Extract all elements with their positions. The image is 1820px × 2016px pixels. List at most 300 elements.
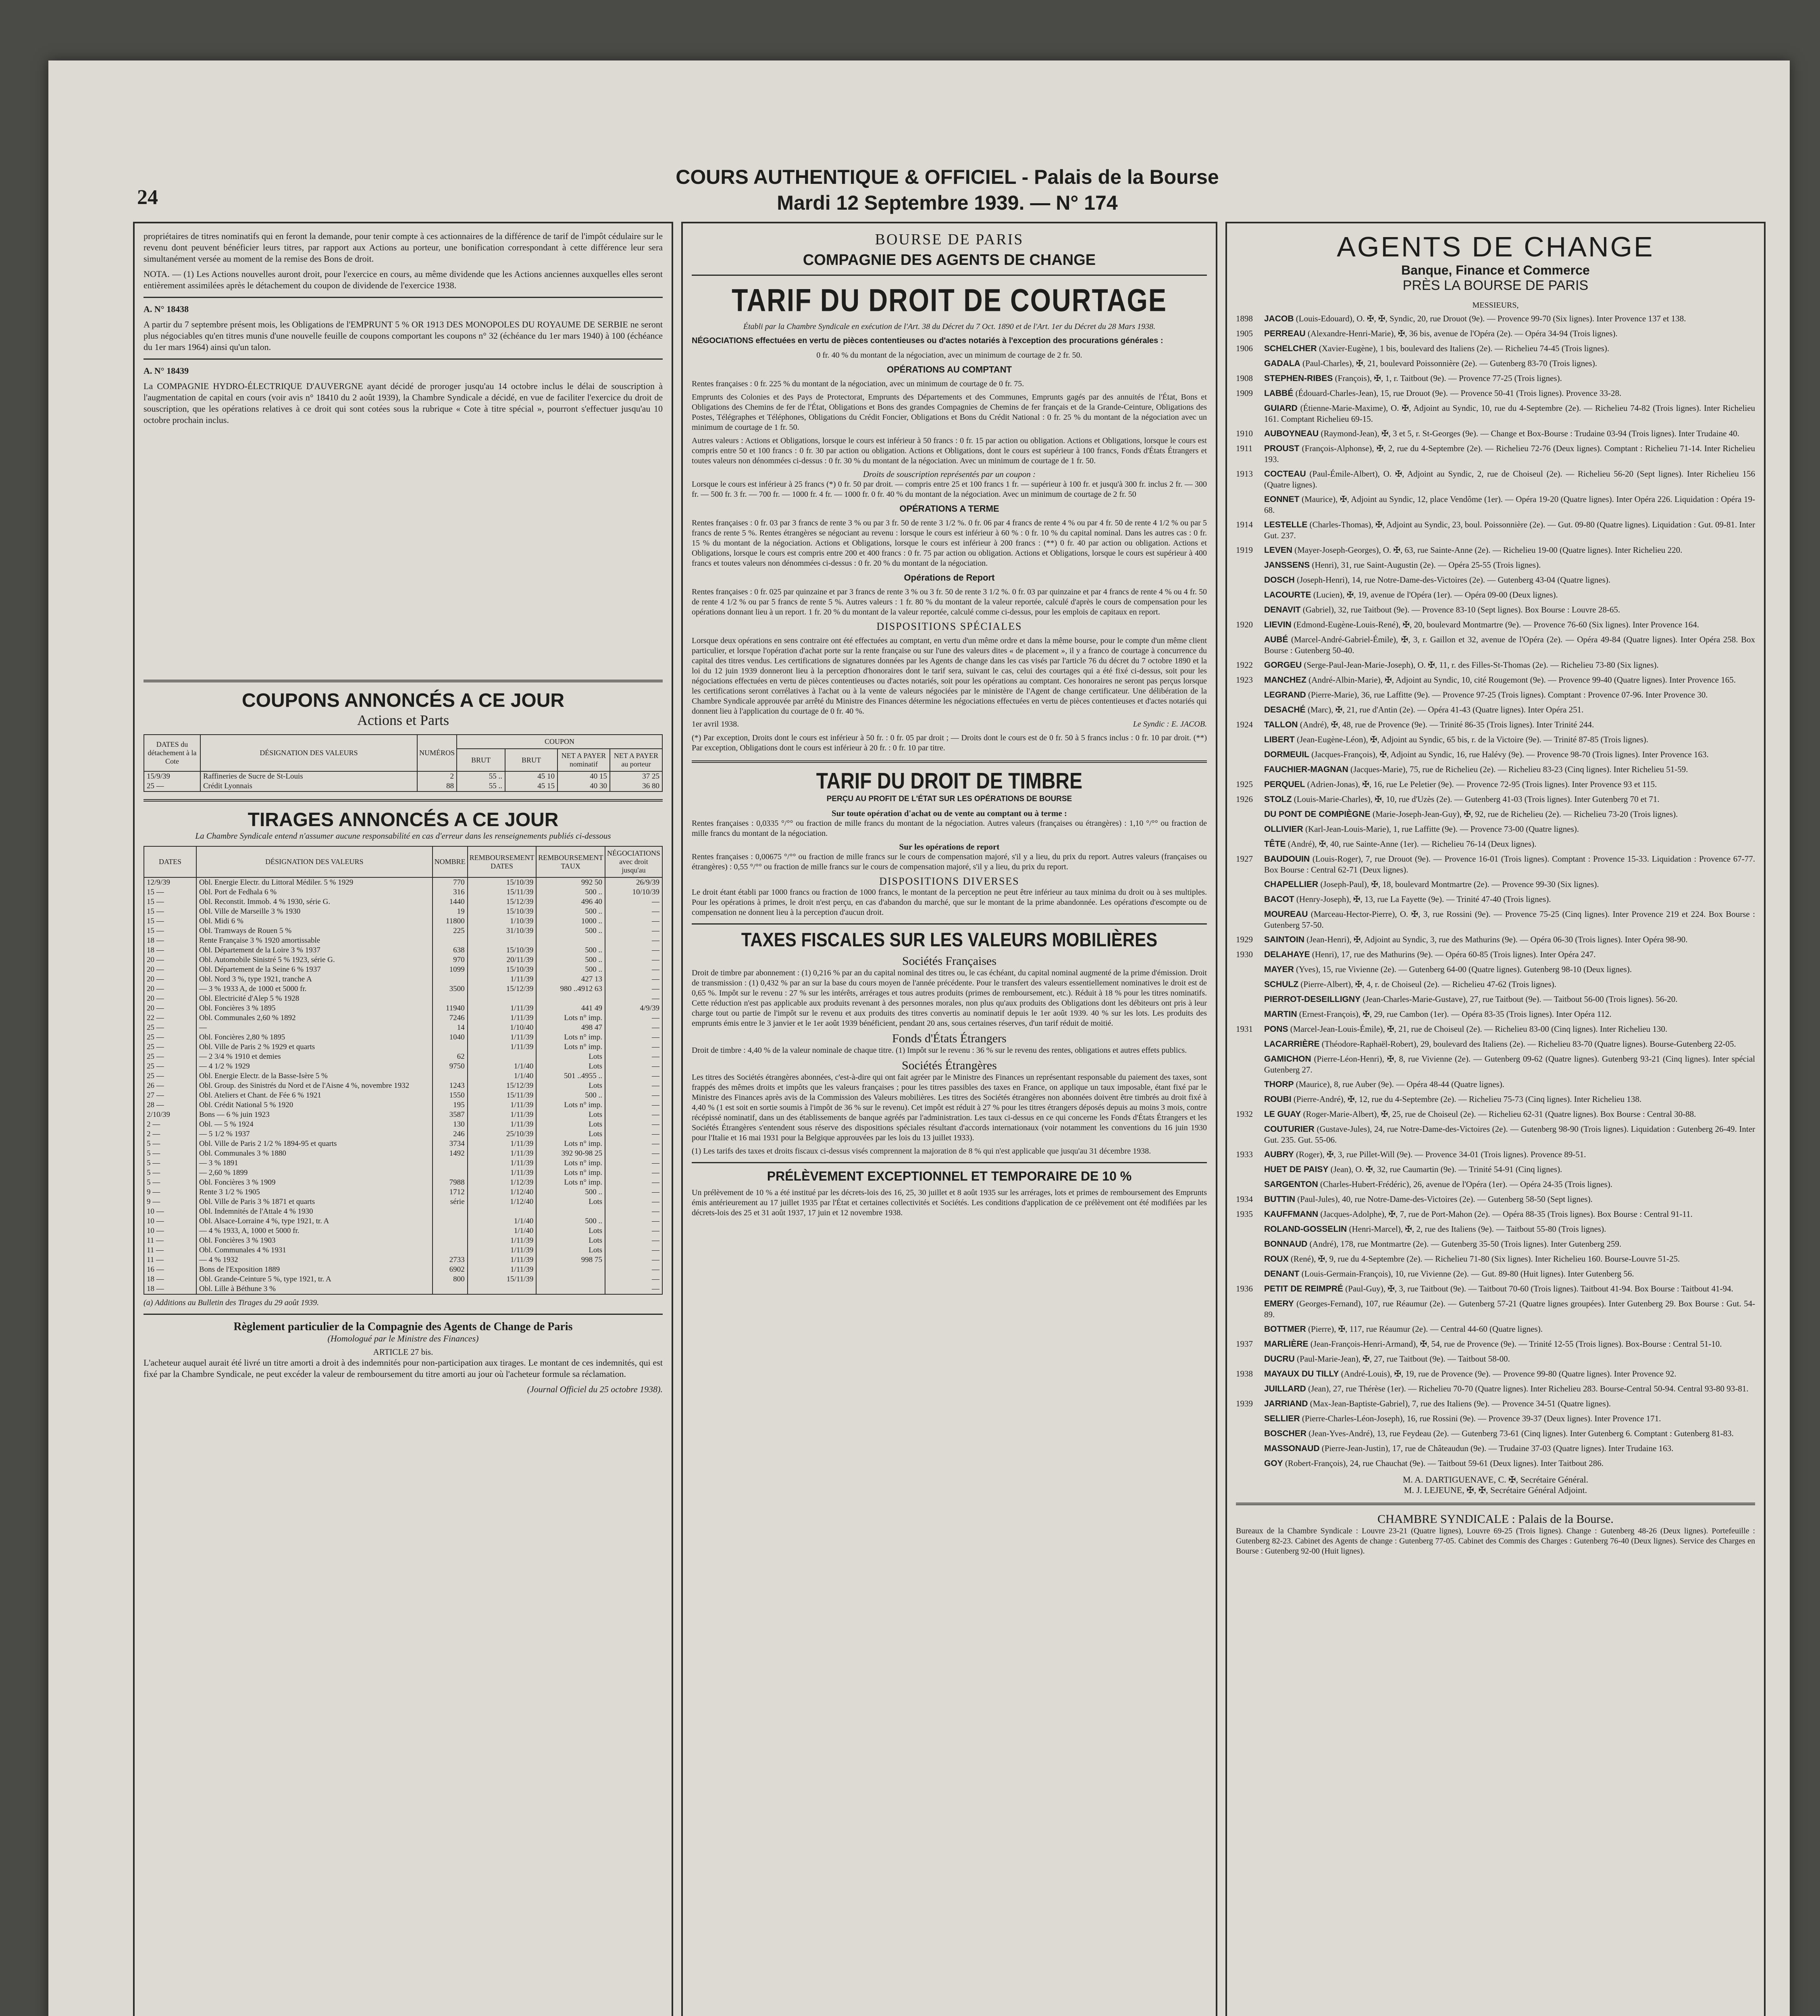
table-cell: — <box>605 1245 662 1255</box>
agent-name: PERREAU <box>1264 329 1306 338</box>
agent-entry <box>1236 1024 1755 1035</box>
agent-year <box>1236 1224 1264 1235</box>
table-cell: Obl. Group. des Sinistrés du Nord et de l'Aisne 4 %, novembre 1932 <box>196 1081 433 1091</box>
agent-text <box>1264 1443 1755 1454</box>
agent-details: (Yves), 15, rue Vivienne (2e). — Gutenberg 64-00 (Quatre lignes). Gutenberg 98-10 (Deux lignes). <box>1296 964 1632 974</box>
agent-text <box>1264 343 1755 354</box>
agent-details: (Joseph-Henri), 14, rue Notre-Dame-des-Victoires (2e). — Gutenberg 43-04 (Quatre lignes). <box>1297 575 1611 585</box>
table-cell: — 4 % 1932 <box>196 1255 433 1265</box>
table-cell: 11940 <box>433 1004 468 1013</box>
agent-text <box>1264 719 1755 730</box>
col-header: DÉSIGNATION DES VALEURS <box>196 846 433 877</box>
diverses-text: Le droit étant établi par 1000 francs ou fraction de 1000 francs, le montant de la perception ne peut être inférieur au taux minima du droit ou à ses multiples. Pour les opérations à primes, le droit n'est perçu, en cas d'abandon du marché, que sur le montant de la prime abandonnée. Les opérations d'escompte ou de compensation ne donnent lieu à la perception d'aucun droit. <box>692 888 1207 917</box>
agent-name: LIBERT <box>1264 735 1295 744</box>
table-cell: 11 — <box>144 1245 196 1255</box>
agent-year <box>1236 560 1264 571</box>
agent-year <box>1236 1458 1264 1469</box>
agent-entry <box>1236 734 1755 745</box>
agent-name: GADALA <box>1264 359 1300 368</box>
agent-name: DUCRU <box>1264 1354 1295 1364</box>
table-cell: 500 .. <box>536 965 605 975</box>
agent-details: (Édouard-Charles-Jean), 15, rue Drouot (9e). — Provence 50-41 (Trois lignes). Provence 33-28. <box>1295 388 1622 398</box>
agent-text <box>1264 1179 1755 1190</box>
table-row <box>144 771 662 781</box>
table-cell: — <box>605 1052 662 1062</box>
table-cell: 20 — <box>144 955 196 965</box>
agent-name: BONNAUD <box>1264 1239 1308 1249</box>
table-cell: 1/11/39 <box>468 1236 537 1245</box>
table-cell <box>433 1226 468 1236</box>
agent-text <box>1264 1124 1755 1145</box>
agent-text <box>1264 994 1755 1005</box>
agents-subtitle2: PRÈS LA BOURSE DE PARIS <box>1402 278 1589 293</box>
agent-year <box>1236 403 1264 424</box>
table-cell: Obl. — 5 % 1924 <box>196 1120 433 1129</box>
taxes-title: TAXES FISCALES SUR LES VALEURS MOBILIÈRES <box>741 929 1158 951</box>
diverses-title: DISPOSITIONS DIVERSES <box>879 875 1019 887</box>
timbre-report-title: Sur les opérations de report <box>899 842 1000 852</box>
agent-entry <box>1236 909 1755 930</box>
agent-entry <box>1236 1428 1755 1439</box>
agent-year: 1934 <box>1236 1194 1253 1204</box>
agent-details: (Marcel-André-Gabriel-Émile), ✠, 3, r. Gaillon et 32, avenue de l'Opéra (2e). — Opéra 49-84 (Quatre lignes). Inter Opéra 258. Box Bourse : Gutenberg 50-40. <box>1264 635 1755 655</box>
agent-details: (Paul-Guy), ✠, 3, rue Taitbout (9e). — Taitbout 70-60 (Trois lignes). Taitbout 41-94. Box Bourse : Taitbout 41-94. <box>1345 1284 1733 1293</box>
table-row <box>144 994 662 1004</box>
table-cell: 427 13 <box>536 975 605 984</box>
divider <box>692 923 1207 925</box>
table-cell: — <box>605 1139 662 1149</box>
agent-text <box>1264 1354 1755 1364</box>
table-cell: 12/9/39 <box>144 877 196 887</box>
agent-year: 1919 <box>1236 545 1253 555</box>
table-cell: Rente 3 1/2 % 1905 <box>196 1187 433 1197</box>
agent-year: 1933 <box>1236 1150 1253 1159</box>
table-cell <box>433 1284 468 1294</box>
nota-text: NOTA. — (1) Les Actions nouvelles auront droit, pour l'exercice en cours, au même dividende que les Actions anciennes auxquelles elles seront entièrement assimilées après le détachement du coupon de dividende de l'exercice 1938. <box>144 269 663 290</box>
agent-entry <box>1236 1039 1755 1050</box>
agent-details: (François), ✠, 1, r. Taitbout (9e). — Provence 77-25 (Trois lignes). <box>1335 373 1562 383</box>
agent-details: (Max-Jean-Baptiste-Gabriel), 7, rue des Italiens (9e). — Provence 34-51 (Quatre lignes). <box>1310 1399 1611 1408</box>
agent-text <box>1264 1298 1755 1320</box>
table-cell: Obl. Reconstit. Immob. 4 % 1930, série G. <box>196 897 433 907</box>
reglement-title: Règlement particulier de la Compagnie des Agents de Change de Paris <box>233 1320 573 1333</box>
table-row <box>144 1226 662 1236</box>
agent-entry <box>1236 675 1755 685</box>
table-cell: 19 <box>433 907 468 916</box>
table-cell: 55 .. <box>457 771 505 781</box>
agent-text <box>1264 313 1755 324</box>
col-header: NUMÉROS <box>417 735 457 771</box>
agent-name: TALLON <box>1264 720 1298 729</box>
agent-text <box>1264 1283 1755 1294</box>
agent-name: EMERY <box>1264 1299 1294 1308</box>
agent-text <box>1264 1254 1755 1264</box>
table-cell: 5 — <box>144 1139 196 1149</box>
table-cell: 20 — <box>144 994 196 1004</box>
table-cell: 392 90-98 25 <box>536 1149 605 1158</box>
table-cell: 7988 <box>433 1178 468 1187</box>
table-cell: 15/10/39 <box>468 946 537 955</box>
table-cell: 18 — <box>144 936 196 946</box>
fonds-text: Droit de timbre : 4,40 % de la valeur nominale de chaque titre. (1) Impôt sur le revenu : 36 % sur le revenu des rentes, obligations et autres effets publics. <box>692 1046 1187 1055</box>
agent-name: LE GUAY <box>1264 1110 1301 1119</box>
table-row <box>144 1265 662 1275</box>
agent-year <box>1236 358 1264 369</box>
agent-entry <box>1236 964 1755 975</box>
agent-details: (Henri), 17, rue des Mathurins (9e). — Opéra 60-85 (Trois lignes). Inter Opéra 247. <box>1312 950 1596 959</box>
table-row <box>144 887 662 897</box>
agent-text <box>1264 660 1755 671</box>
agent-text <box>1264 934 1755 945</box>
agent-details: (Louis-Roger), 7, rue Drouot (9e). — Provence 16-01 (Trois lignes). Comptant : Provence 15-33. Liquidation : Provence 67-77. Box Bourse : Central 62-71 (Deux lignes). <box>1264 854 1756 875</box>
table-cell: 225 <box>433 926 468 936</box>
table-row <box>144 1149 662 1158</box>
table-cell: — <box>605 1168 662 1178</box>
agent-entry <box>1236 1054 1755 1075</box>
table-cell: 1440 <box>433 897 468 907</box>
table-cell: — 4 1/2 % 1929 <box>196 1062 433 1071</box>
agent-year <box>1236 1009 1264 1020</box>
agent-name: SARGENTON <box>1264 1180 1318 1189</box>
agent-year <box>1236 704 1264 715</box>
agent-text <box>1264 979 1755 990</box>
agent-entry <box>1236 619 1755 630</box>
table-row <box>144 1275 662 1284</box>
agent-year: 1936 <box>1236 1284 1253 1293</box>
table-cell: 1/12/39 <box>468 1178 537 1187</box>
masthead-title: COURS AUTHENTIQUE & OFFICIEL - Palais de la Bourse <box>676 166 1219 188</box>
divider <box>144 1314 663 1315</box>
agent-details: (Jacques-Marie), 75, rue de Richelieu (2e). — Richelieu 83-23 (Cinq lignes). Inter Richelieu 51-59. <box>1350 764 1688 774</box>
table-cell: 27 — <box>144 1091 196 1100</box>
table-cell: Obl. Energie Electr. du Littoral Médiler. 5 % 1929 <box>196 877 433 887</box>
bourse-heading: BOURSE DE PARIS <box>875 231 1024 248</box>
agent-entry <box>1236 854 1755 875</box>
agent-year: 1935 <box>1236 1209 1253 1219</box>
agent-details: (André), ✠, 40, rue Sainte-Anne (1er). — Richelieu 76-14 (Deux lignes). <box>1288 839 1537 849</box>
agent-details: (Henri-Marcel), ✠, 2, rue des Italiens (9e). — Taitbout 55-80 (Trois lignes). <box>1349 1224 1606 1234</box>
agent-details: (Jean), 27, rue Thérèse (1er). — Richelieu 70-70 (Quatre lignes). Inter Richelieu 283. Bourse-Central 50-94. Central 93-80 93-81. <box>1308 1384 1749 1393</box>
agent-year: 1906 <box>1236 344 1253 353</box>
table-cell: 1/11/39 <box>468 1255 537 1265</box>
page-number: 24 <box>137 186 158 209</box>
table-cell: 20/11/39 <box>468 955 537 965</box>
agent-details: (François-Alphonse), ✠, 2, rue du 4-Septembre (2e). — Richelieu 72-76 (Deux lignes). Comptant : Richelieu 71-14. Inter Richelieu 193. <box>1264 444 1756 464</box>
agent-year <box>1236 1179 1264 1190</box>
table-row <box>144 926 662 936</box>
prelevement-title: PRÉLÈVEMENT EXCEPTIONNEL ET TEMPORAIRE DE 10 % <box>767 1169 1132 1183</box>
agent-name: MARTIN <box>1264 1010 1297 1019</box>
agent-details: (Jean), O. ✠, 32, rue Caumartin (9e). — Trinité 54-91 (Cinq lignes). <box>1330 1164 1562 1174</box>
table-cell: 25 — <box>144 1033 196 1042</box>
agent-details: (Xavier-Eugène), 1 bis, boulevard des Italiens (2e). — Richelieu 74-45 (Trois lignes). <box>1319 344 1610 353</box>
prelevement-text: Un prélèvement de 10 % a été institué par les décrets-lois des 16, 25, 30 juillet et 8 août 1935 sur les arrérages, lots et primes de remboursement des Emprunts émis antérieurement au 17 juillet 1935 par l'État et certaines collectivités et Sociétés. Les conditions d'application de ce prélèvement ont été modifiées par les décrets-lois des 25 et 31 août 1937, 17 juin et 12 novembre 1938. <box>692 1188 1207 1217</box>
table-cell: Obl. Département de la Loire 3 % 1937 <box>196 946 433 955</box>
table-cell: 1099 <box>433 965 468 975</box>
table-cell: 246 <box>433 1129 468 1139</box>
table-cell <box>536 994 605 1004</box>
column-left <box>133 222 673 2016</box>
table-cell: Obl. Foncières 3 % 1903 <box>196 1236 433 1245</box>
table-cell: 15/12/39 <box>468 1081 537 1091</box>
table-cell: 26 — <box>144 1081 196 1091</box>
agent-details: (Gustave-Jules), 24, rue Notre-Dame-des-Victoires (2e). — Gutenberg 98-90 (Trois lignes). Liquidation : Gutenberg 26-49. Inter Gut. 235. Gut. 55-06. <box>1264 1124 1755 1145</box>
agent-year <box>1236 879 1264 890</box>
agent-details: (André), ✠, 48, rue de Provence (9e). — Trinité 86-35 (Trois lignes). Inter Trinité 244. <box>1300 720 1594 729</box>
agent-text <box>1264 1239 1755 1250</box>
agent-entry <box>1236 689 1755 700</box>
table-cell: 15 — <box>144 887 196 897</box>
table-cell: 18 — <box>144 946 196 955</box>
agent-entry <box>1236 1194 1755 1205</box>
agent-details: (Ernest-François), ✠, 29, rue Cambon (1er). — Opéra 83-35 (Trois lignes). Inter Opéra 112. <box>1299 1009 1612 1019</box>
table-row <box>144 1255 662 1265</box>
table-cell: 10 — <box>144 1207 196 1216</box>
agent-text <box>1264 1149 1755 1160</box>
table-cell: 45 15 <box>505 781 557 791</box>
table-cell: Obl. Alsace-Lorraine 4 %, type 1921, tr. A <box>196 1216 433 1226</box>
agent-name: GORGEU <box>1264 660 1302 670</box>
reglement-article: ARTICLE 27 bis. <box>373 1347 433 1357</box>
table-row <box>144 1197 662 1207</box>
agent-name: LEGRAND <box>1264 690 1306 700</box>
agent-name: HUET DE PAISY <box>1264 1165 1329 1174</box>
dispo-title: DISPOSITIONS SPÉCIALES <box>876 621 1022 632</box>
comptant-text2: Emprunts des Colonies et des Pays de Protectorat, Emprunts des Départements et des Communes, Emprunts gagés par des annuités de l'État, Bons et Obligations des Chemins de fer de l'État, Obligations et Bons des grandes Compagnies de Chemins de fer français et de la Grande-Ceinture, Obligations des Postes, Télégraphes et Téléphones, Obligations du Crédit Foncier, Obligations et Bons du Crédit National : 0 fr. 25 % du montant de la négociation avec un minimum de courtage de 1 fr. 50. <box>692 393 1207 432</box>
messieurs-label: MESSIEURS, <box>1472 301 1519 310</box>
table-cell: 3500 <box>433 984 468 994</box>
table-cell: 10 — <box>144 1226 196 1236</box>
agent-year <box>1236 994 1264 1005</box>
table-cell: — <box>605 907 662 916</box>
table-cell: 14 <box>433 1023 468 1033</box>
agent-details: (Pierre-Marie), 36, rue Laffitte (9e). — Provence 97-25 (Trois lignes). Comptant : Provence 07-96. Inter Provence 30. <box>1308 690 1708 700</box>
agent-name: DESACHÉ <box>1264 705 1306 714</box>
table-row <box>144 975 662 984</box>
agent-details: (Paul-Charles), ✠, 21, boulevard Poissonnière (2e). — Gutenberg 83-70 (Trois lignes). <box>1302 358 1597 368</box>
agent-details: (Jacques-François), ✠, Adjoint au Syndic, 16, rue Halévy (9e). — Provence 98-70 (Trois lignes). Inter Provence 163. <box>1311 750 1709 759</box>
table-cell: 1/11/39 <box>468 1042 537 1052</box>
table-cell: 5 — <box>144 1168 196 1178</box>
coupons-title: COUPONS ANNONCÉS A CE JOUR <box>241 690 565 711</box>
table-row <box>144 1129 662 1139</box>
table-cell: — <box>605 1110 662 1120</box>
agent-name: COCTEAU <box>1264 469 1306 479</box>
agent-entry <box>1236 589 1755 600</box>
table-cell: — <box>605 1033 662 1042</box>
agent-text <box>1264 1458 1755 1469</box>
table-cell: 130 <box>433 1120 468 1129</box>
table-cell: 500 .. <box>536 887 605 897</box>
agent-name: PERQUEL <box>1264 780 1305 789</box>
table-cell: 88 <box>417 781 457 791</box>
table-cell <box>433 994 468 1004</box>
table-cell: 36 80 <box>610 781 662 791</box>
table-cell: Lots n° imp. <box>536 1178 605 1187</box>
table-cell: — <box>605 1226 662 1236</box>
table-cell: 9 — <box>144 1197 196 1207</box>
table-cell: — <box>605 1120 662 1129</box>
table-cell: 15/10/39 <box>468 965 537 975</box>
table-cell: — <box>605 946 662 955</box>
agent-name: SAINTOIN <box>1264 935 1304 944</box>
table-cell: 18 — <box>144 1284 196 1294</box>
table-cell: 195 <box>433 1100 468 1110</box>
table-cell: 37 25 <box>610 771 662 781</box>
agent-name: LESTELLE <box>1264 520 1308 529</box>
table-cell <box>433 1042 468 1052</box>
agent-name: BOSCHER <box>1264 1429 1307 1438</box>
table-cell: — 3 % 1891 <box>196 1158 433 1168</box>
agent-name: ROLAND-GOSSELIN <box>1264 1225 1347 1234</box>
agent-name: JANSSENS <box>1264 560 1310 570</box>
agent-text <box>1264 443 1755 464</box>
agent-entry <box>1236 1239 1755 1250</box>
agent-name: TÊTE <box>1264 839 1286 849</box>
agent-name: MOUREAU <box>1264 910 1308 919</box>
table-cell: 1/11/39 <box>468 1265 537 1275</box>
agent-text <box>1264 619 1755 630</box>
agent-details: (Jacques-Adolphe), ✠, 7, rue de Port-Mahon (2e). — Opéra 88-35 (Trois lignes). Box Bourse : Central 91-11. <box>1320 1209 1693 1219</box>
agent-text <box>1264 1054 1755 1075</box>
table-row <box>144 1158 662 1168</box>
report-title: Opérations de Report <box>904 573 995 583</box>
table-row <box>144 965 662 975</box>
agent-year <box>1236 964 1264 975</box>
table-cell: 1/1/40 <box>468 1062 537 1071</box>
agent-details: (Pierre), ✠, 117, rue Réaumur (2e). — Central 44-60 (Quatre lignes). <box>1308 1324 1543 1334</box>
agent-text <box>1264 1209 1755 1220</box>
agent-name: DU PONT DE COMPIÈGNE <box>1264 810 1371 819</box>
table-cell: — <box>605 916 662 926</box>
agent-year <box>1236 1354 1264 1364</box>
table-cell: 800 <box>433 1275 468 1284</box>
table-cell: Lots <box>536 1052 605 1062</box>
agent-year <box>1236 749 1264 760</box>
table-cell: 25/10/39 <box>468 1129 537 1139</box>
timbre-text1: Rentes françaises : 0,0335 °/°° ou fraction de mille francs du montant de la négociation. Autres valeurs (françaises ou étrangères) : 1,10 °/°° ou fraction de mille francs du montant de la négociation. <box>692 819 1207 838</box>
table-cell: 28 — <box>144 1100 196 1110</box>
table-cell: 1/11/39 <box>468 1245 537 1255</box>
table-row <box>144 1236 662 1245</box>
table-cell: 441 49 <box>536 1004 605 1013</box>
col-header: BRUT <box>457 749 505 771</box>
agent-text <box>1264 749 1755 760</box>
col-header: DATES du détachement à la Cote <box>144 735 200 771</box>
table-cell: Obl. Communales 2,60 % 1892 <box>196 1013 433 1023</box>
table-cell: 2 — <box>144 1129 196 1139</box>
comptant-text1: Rentes françaises : 0 fr. 225 % du montant de la négociation, avec un minimum de courtage de 0 fr. 75. <box>692 379 1024 388</box>
agent-name: GUIARD <box>1264 404 1298 413</box>
tirages-table <box>144 846 663 1295</box>
agent-entry <box>1236 1079 1755 1090</box>
chambre-title: CHAMBRE SYNDICALE : Palais de la Bourse. <box>1377 1512 1614 1526</box>
agent-details: (Serge-Paul-Jean-Marie-Joseph), O. ✠, 11, r. des Filles-St-Thomas (2e). — Richelieu 73-80 (Six lignes). <box>1304 660 1659 670</box>
table-cell: Obl. Indemnités de l'Attale 4 % 1930 <box>196 1207 433 1216</box>
col-header: NOMBRE <box>433 846 468 877</box>
agent-text <box>1264 560 1755 571</box>
agent-name: COUTURIER <box>1264 1125 1315 1134</box>
agent-details: (Pierre-Albert), ✠, 4, r. de Choiseul (2e). — Richelieu 47-62 (Trois lignes). <box>1300 979 1556 989</box>
agent-entry <box>1236 809 1755 820</box>
agent-year: 1914 <box>1236 520 1253 529</box>
table-cell: 18 — <box>144 1275 196 1284</box>
agent-text <box>1264 545 1755 556</box>
table-row <box>144 1081 662 1091</box>
table-cell: Obl. Automobile Sinistré 5 % 1923, série G. <box>196 955 433 965</box>
table-row <box>144 946 662 955</box>
fonds-title: Fonds d'États Étrangers <box>892 1032 1007 1045</box>
agent-details: (Louis-Marie-Charles), ✠, 10, rue d'Uzès (2e). — Gutenberg 41-03 (Trois lignes). Inter Gutenberg 70 et 71. <box>1294 794 1660 804</box>
nego-text: 0 fr. 40 % du montant de la négociation, avec un minimum de courtage de 2 fr. 50. <box>816 351 1082 360</box>
agent-details: (André-Albin-Marie), ✠, Adjoint au Syndic, 10, cité Rougemont (9e). — Provence 99-40 (Quatre lignes). Inter Provence 165. <box>1308 675 1736 685</box>
table-cell: 1000 .. <box>536 916 605 926</box>
agent-name: OLLIVIER <box>1264 825 1303 834</box>
table-cell: 498 47 <box>536 1023 605 1033</box>
agent-year <box>1236 634 1264 656</box>
agent-name: DENANT <box>1264 1269 1300 1279</box>
table-cell: — <box>605 1216 662 1226</box>
table-cell: 15/12/39 <box>468 897 537 907</box>
agent-text <box>1264 1024 1755 1035</box>
table-cell: Lots n° imp. <box>536 1033 605 1042</box>
agent-year <box>1236 839 1264 850</box>
table-row <box>144 1062 662 1071</box>
divider <box>692 275 1207 276</box>
agent-details: (Georges-Fernand), 107, rue Réaumur (2e). — Gutenberg 57-21 (Quatre lignes groupées). Inter Gutenberg 29. Box Bourse : Gut. 54-89. <box>1264 1299 1755 1319</box>
agent-year <box>1236 1039 1264 1050</box>
table-cell: 20 — <box>144 984 196 994</box>
agent-year <box>1236 1124 1264 1145</box>
agent-entry <box>1236 779 1755 790</box>
agent-name: JUILLARD <box>1264 1384 1306 1393</box>
table-row <box>144 907 662 916</box>
agent-name: LACOURTE <box>1264 590 1311 600</box>
table-cell: 500 .. <box>536 1187 605 1197</box>
agent-text <box>1264 1109 1755 1120</box>
agent-year: 1898 <box>1236 314 1253 323</box>
agent-year <box>1236 589 1264 600</box>
table-cell: 980 ..4912 63 <box>536 984 605 994</box>
table-cell: 15/12/39 <box>468 984 537 994</box>
table-cell: 1/11/39 <box>468 1100 537 1110</box>
agent-text <box>1264 949 1755 960</box>
agent-name: CHAPELLIER <box>1264 880 1319 889</box>
table-row <box>144 1023 662 1033</box>
agent-name: LACARRIÈRE <box>1264 1039 1320 1049</box>
agent-text <box>1264 1339 1755 1350</box>
table-cell: 62 <box>433 1052 468 1062</box>
table-cell: — <box>605 1071 662 1081</box>
agent-details: (Pierre-Charles-Léon-Joseph), 16, rue Rossini (9e). — Provence 39-37 (Deux lignes). Inter Provence 171. <box>1302 1414 1661 1423</box>
table-cell: — <box>605 1129 662 1139</box>
coupons-table <box>144 734 663 792</box>
agent-name: EONNET <box>1264 495 1300 504</box>
agent-year <box>1236 604 1264 615</box>
agent-name: MAYAUX DU TILLY <box>1264 1369 1339 1379</box>
agent-entry <box>1236 704 1755 715</box>
table-cell: Obl. Ville de Paris 2 % 1929 et quarts <box>196 1042 433 1052</box>
table-cell: 10 — <box>144 1216 196 1226</box>
table-cell: 15 — <box>144 926 196 936</box>
agent-entry <box>1236 1298 1755 1320</box>
table-cell: 25 — <box>144 1042 196 1052</box>
agent-name: BACOT <box>1264 895 1294 904</box>
table-cell: Lots <box>536 1129 605 1139</box>
table-cell: 1/11/39 <box>468 1004 537 1013</box>
agent-details: (Pierre-Léon-Henri), ✠, 8, rue Vivienne (2e). — Gutenberg 09-62 (Quatre lignes). Gutenberg 93-21 (Cinq lignes). Inter spécial Gutenberg 27. <box>1264 1054 1755 1075</box>
table-cell: — <box>605 1149 662 1158</box>
